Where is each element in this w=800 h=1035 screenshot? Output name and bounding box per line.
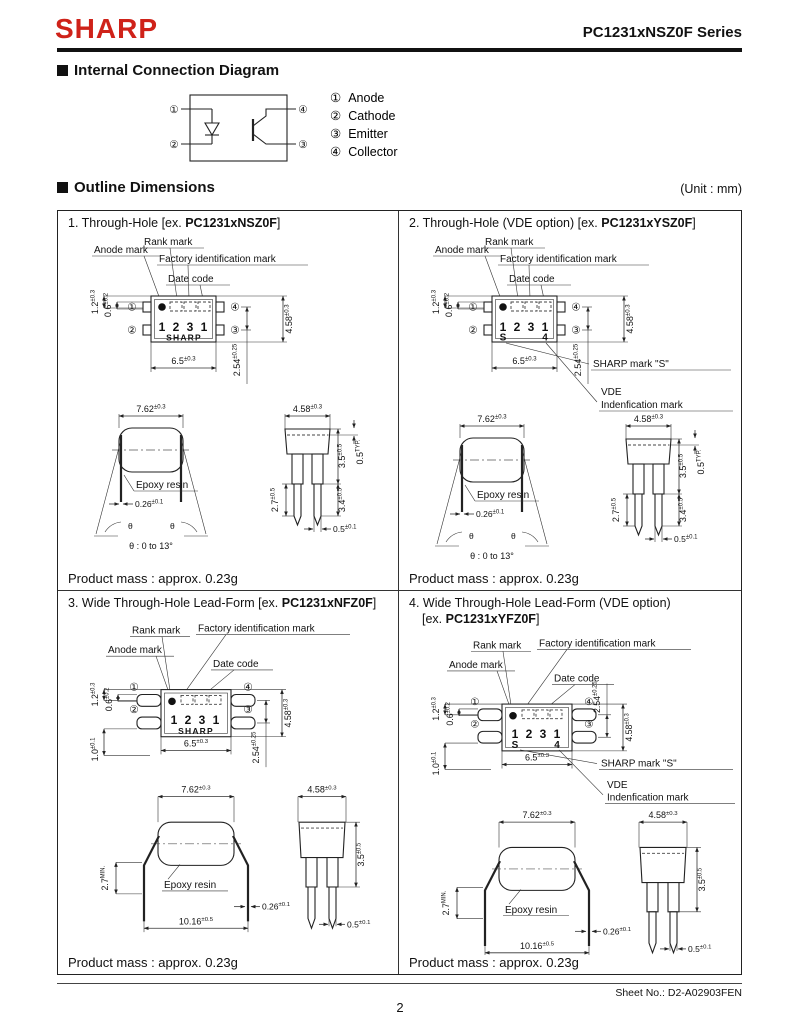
drawing-wide-lead-form-vde [399,627,740,955]
dimension-label: $3.5^{\pm 0.5}$ [696,868,708,892]
sharp-mark-label: SHARP mark "S" [601,758,677,770]
pin-2-marker: ② [470,719,480,731]
section-title: Outline Dimensions [74,179,215,196]
dimension-label: $0.26^{\pm 0.1}$ [135,498,164,509]
dimension-label: $0.6^{\pm 0.2}$ [103,687,115,711]
cell-wide-lead-form-vde [399,591,741,974]
dimension-label: $4.58^{\pm 0.3}$ [284,304,294,334]
section-title: Internal Connection Diagram [74,62,280,79]
epoxy-resin-label: Epoxy resin [136,479,189,491]
anode-mark-dot [499,303,507,311]
pin-3-marker: ③ [298,139,308,151]
end-view [611,414,706,544]
legend-emitter: ③ Emitter [330,127,388,141]
pin-4-marker: ④ [298,104,308,116]
theta-label: θ [511,530,516,541]
dimension-label: $2.54^{\pm 0.25}$ [250,731,262,764]
lower-views [435,414,706,561]
section-square-icon [57,65,68,76]
dimension-label: $3.5^{\pm 0.5}$ [337,443,347,468]
package-marking-digits: 1 2 3 1 [170,712,222,727]
product-mass: Product mass : approx. 0.23g [409,955,579,970]
pin-1-marker: ① [129,682,139,694]
dimension-label: $3.5^{\pm 0.5}$ [678,453,688,478]
dimension-label: $4.58^{\pm 0.3}$ [282,698,294,728]
page-number: 2 [396,1000,404,1015]
dimension-label: $2.7^{MIN.}$ [440,891,452,916]
lower-views [441,811,711,955]
pin-1-marker: ① [468,301,478,314]
dimension-label: $4.58^{\pm 0.3}$ [292,403,323,414]
rank-mark-label: Rank mark [144,236,193,248]
cell-through-hole-vde [399,211,741,591]
side-view [94,404,208,551]
factory-mark-label: Factory identification mark [198,623,315,635]
legend-anode: ① Anode [330,91,385,105]
outline-table [57,210,742,975]
package-marking-sharp: SHARP [166,332,202,343]
dimension-label: $7.62^{\pm 0.3}$ [477,413,507,424]
pin-1-marker: ① [127,301,137,314]
sharp-logo: SHARP [55,13,159,44]
dimension-label: $0.5^{\pm 0.1}$ [688,944,712,955]
dimension-label: $2.54^{\pm 0.25}$ [573,343,583,376]
package-marking-s: S [499,332,507,344]
cell-through-hole [58,211,399,591]
vde-identification-label: Indenfication mark [601,399,683,411]
top-view [90,623,350,766]
pin-3-marker: ③ [584,719,594,731]
package-marking-digits: 1 2 3 1 [158,319,210,334]
series-title: PC1231xNSZ0F Series [582,24,742,41]
package-profile [626,439,671,464]
factory-mark-label: Factory identification mark [500,253,617,265]
internal-connection-diagram [150,86,460,174]
end-view [298,784,371,928]
dimension-label: $4.58^{\pm 0.3}$ [648,810,678,821]
sheet-number: Sheet No.: D2-A02903FEN [615,987,742,999]
drawing-wide-lead-form [58,612,399,942]
legend-cathode: ② Cathode [330,109,396,123]
vde-labels [506,343,733,411]
phototransistor-icon [253,109,296,144]
dimension-label: $6.5^{\pm 0.3}$ [171,355,196,366]
dimension-label: $7.62^{\pm 0.3}$ [522,810,552,821]
pin-4-marker: ④ [230,301,240,314]
dimension-label: $6.5^{\pm 0.3}$ [183,738,209,749]
package-marking-digits: 1 2 3 1 [499,319,551,334]
dimension-label: $4.58^{\pm 0.3}$ [623,713,635,742]
footer-rule [57,983,742,984]
unit-note: (Unit : mm) [680,182,742,196]
dimension-label: $1.2^{\pm 0.3}$ [90,289,100,314]
dimension-label: $1.2^{\pm 0.3}$ [430,697,442,721]
dimension-label: $1.0^{\pm 0.1}$ [430,752,442,776]
vde-label: VDE [601,386,622,398]
pin-1-marker: ① [470,697,480,709]
pin-4-marker: ④ [243,682,253,694]
end-view [639,811,711,955]
pin-2-marker: ② [129,704,139,716]
package-marking-sharp: SHARP [178,725,214,736]
cell-title: 1. Through-Hole [ex. PC1231xNSZ0F] [68,216,281,230]
section-internal-connection [57,62,279,79]
dimension-label: $0.5^{\pm 0.1}$ [333,523,357,534]
product-mass: Product mass : approx. 0.23g [409,571,579,586]
anode-mark-label: Anode mark [94,244,148,256]
dimension-label: $2.54^{\pm 0.25}$ [591,681,603,714]
epoxy-resin-label: Epoxy resin [505,905,558,917]
dimension-label: $0.5^{\pm 0.1}$ [674,533,698,544]
dimension-label: $0.6^{\pm 0.2}$ [444,292,454,317]
dimension-label: $0.26^{\pm 0.1}$ [603,926,632,937]
rank-mark-label: Rank mark [473,640,522,652]
dimension-label: $0.5^{\pm 0.1}$ [347,918,371,929]
pin-4-marker: ④ [584,697,594,709]
dimension-label: $7.62^{\pm 0.3}$ [181,784,211,795]
dimension-label: $4.58^{\pm 0.3}$ [307,784,337,795]
side-view [441,811,631,955]
dimension-label: $1.2^{\pm 0.3}$ [431,289,441,314]
epoxy-resin-label: Epoxy resin [477,489,530,501]
dimension-label: $0.6^{\pm 0.2}$ [444,702,456,726]
anode-mark-label: Anode mark [449,660,503,672]
pin-2-marker: ② [468,324,478,337]
cell-wide-lead-form [58,591,399,974]
dimension-label: $4.58^{\pm 0.3}$ [625,304,635,334]
dimension-label: $2.7^{\pm 0.5}$ [611,497,621,522]
dimension-label: $0.6^{\pm 0.2}$ [103,292,113,317]
dimension-label: $3.5^{\pm 0.5}$ [355,842,367,867]
pin-3-marker: ③ [243,704,253,716]
anode-mark-label: Anode mark [108,644,162,656]
dimension-label: $6.5^{\pm 0.3}$ [512,355,537,366]
package-profile [299,822,345,857]
product-mass: Product mass : approx. 0.23g [68,955,238,970]
cell-title: 3. Wide Through-Hole Lead-Form [ex. PC1231xNFZ0F] [68,596,377,610]
dimension-label: $0.5^{TYP.}$ [696,449,706,475]
header-rule [57,48,742,52]
anode-mark-dot [168,697,176,704]
anode-mark-dot [158,303,166,311]
product-mass: Product mass : approx. 0.23g [68,571,238,586]
factory-mark-label: Factory identification mark [539,638,656,650]
theta-label: θ [469,530,474,541]
optocoupler-schematic [169,95,308,161]
side-view [100,784,291,931]
dimension-label: $0.5^{TYP.}$ [355,439,365,465]
package-profile [285,429,330,454]
dimension-label: $0.26^{\pm 0.1}$ [262,901,291,912]
top-view [90,237,308,384]
cell-title: 2. Through-Hole (VDE option) [ex. PC1231xYSZ0F] [409,216,696,230]
date-code-label: Date code [213,658,259,670]
vde-label: VDE [607,780,628,792]
top-view [431,237,733,411]
date-code-label: Date code [554,673,600,685]
anode-mark-dot [509,712,517,719]
dimension-label: $2.7^{MIN.}$ [99,865,111,891]
anode-mark-label: Anode mark [435,244,489,256]
end-view [270,404,365,534]
dimension-label: $6.5^{\pm 0.3}$ [524,752,550,763]
dimension-label: $7.62^{\pm 0.3}$ [136,403,166,414]
sharp-mark-label: SHARP mark "S" [593,358,669,370]
date-code-label: Date code [509,273,555,285]
rank-mark-label: Rank mark [485,236,534,248]
cell-title: 4. Wide Through-Hole Lead-Form (VDE option) [ex. PC1231xYFZ0F] [409,596,671,626]
package-marking-vde: 4 [542,332,548,344]
pin-4-marker: ④ [571,301,581,314]
epoxy-resin-label: Epoxy resin [164,879,217,891]
rank-mark-label: Rank mark [132,625,181,637]
dimension-label: $1.2^{\pm 0.3}$ [89,682,101,706]
dimension-label: $3.4^{\pm 0.5}$ [678,497,688,522]
dimension-label: $2.54^{\pm 0.25}$ [232,343,242,376]
dimension-label: $3.4^{\pm 0.5}$ [337,487,347,512]
package-marking-digits: 1 2 3 1 [511,727,563,742]
package-marking-vde: 4 [554,740,560,752]
led-diode-icon [205,123,219,135]
factory-mark-label: Factory identification mark [159,253,276,265]
date-code-label: Date code [168,273,214,285]
pin-3-marker: ③ [571,324,581,337]
package-profile [640,848,686,883]
dimension-label: $10.16^{\pm 0.5}$ [519,941,555,952]
vde-labels [520,750,735,804]
dimension-label: $1.0^{\pm 0.1}$ [89,737,101,761]
dimension-label: $2.7^{\pm 0.5}$ [270,487,280,512]
theta-label: θ [170,520,175,531]
drawing-through-hole-vde [399,232,740,564]
drawing-through-hole [58,232,399,564]
theta-range-note: θ : 0 to 13° [129,540,173,551]
vde-identification-label: Indenfication mark [607,792,689,804]
pin-1-marker: ① [169,104,179,116]
theta-label: θ [128,520,133,531]
legend-collector: ④ Collector [330,145,398,159]
pin-3-marker: ③ [230,324,240,337]
dimension-label: $0.26^{\pm 0.1}$ [476,508,505,519]
pin-2-marker: ② [127,324,137,337]
pin-legend [330,91,398,159]
package-marking-s: S [511,740,519,752]
pin-2-marker: ② [169,139,179,151]
side-view [435,414,549,561]
dimension-label: $10.16^{\pm 0.5}$ [178,916,214,926]
dimension-label: $4.58^{\pm 0.3}$ [633,413,664,424]
theta-range-note: θ : 0 to 13° [470,550,514,561]
top-view [431,639,735,804]
lower-views [100,784,371,931]
